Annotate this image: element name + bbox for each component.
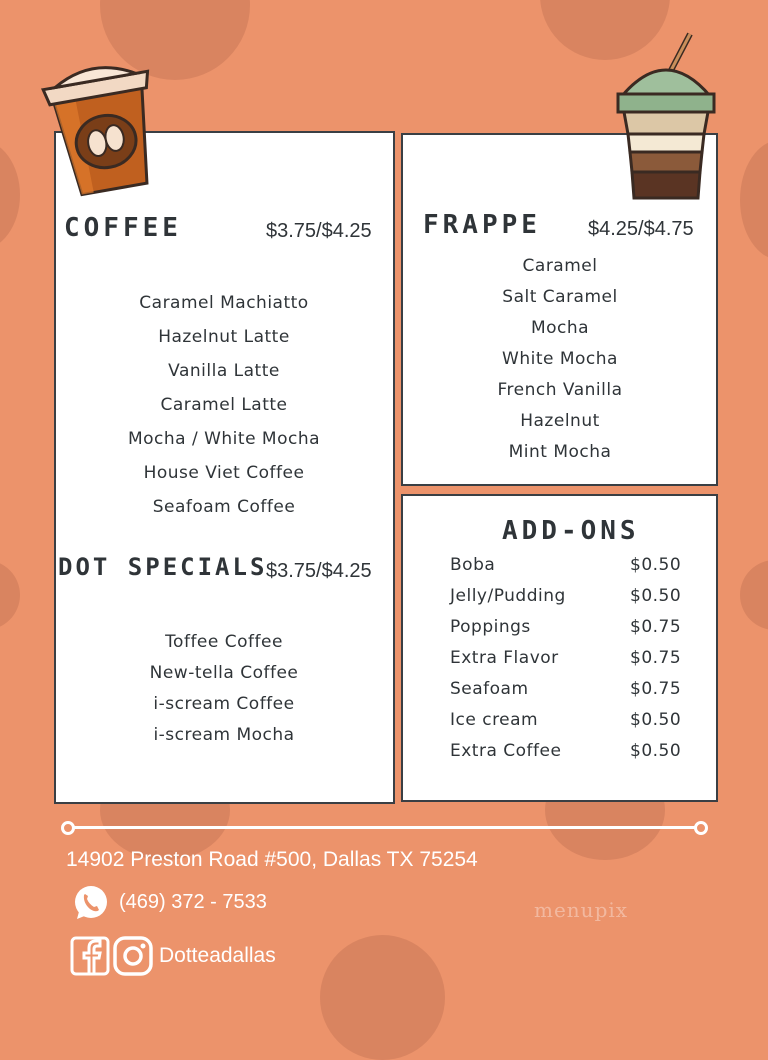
addon-row (450, 555, 690, 586)
coffee-price: $3.75/$4.25 (266, 220, 372, 242)
addons-heading: ADD-ONS (502, 516, 640, 546)
menu-item: Caramel (522, 256, 598, 276)
background-dot (0, 140, 20, 250)
specials-heading: DOT SPECIALS (58, 553, 268, 581)
menupix-watermark: menupix (534, 898, 629, 922)
menu-item: Vanilla Latte (168, 361, 280, 381)
menu-item: Caramel Latte (160, 395, 288, 415)
menu-item: Mint Mocha (508, 442, 612, 462)
menu-item: Salt Caramel (502, 287, 618, 307)
menu-item: House Viet Coffee (143, 463, 305, 483)
frappe-heading: FRAPPE (423, 210, 541, 240)
coffee-heading: COFFEE (64, 213, 182, 243)
frappe-price: $4.25/$4.75 (588, 218, 694, 240)
addon-price: $0.75 (630, 617, 682, 637)
menu-item: Toffee Coffee (165, 632, 283, 652)
addon-name: Extra Coffee (450, 741, 562, 761)
addon-name: Poppings (450, 617, 531, 637)
facebook-icon[interactable] (70, 936, 110, 976)
menu-item: Hazelnut Latte (158, 327, 290, 347)
addon-name: Jelly/Pudding (450, 586, 566, 606)
footer-divider (74, 826, 696, 829)
menu-item: Mocha / White Mocha (127, 429, 321, 449)
coffee-cup-icon (40, 50, 165, 198)
addon-price: $0.50 (630, 710, 682, 730)
addon-row (450, 679, 690, 710)
specials-price: $3.75/$4.25 (266, 560, 372, 582)
frappe-cup-icon (606, 30, 726, 205)
menu-item: French Vanilla (497, 380, 623, 400)
addon-row (450, 741, 690, 772)
addon-price: $0.75 (630, 648, 682, 668)
menu-item: New-tella Coffee (149, 663, 299, 683)
phone-number[interactable]: (469) 372 - 7533 (119, 891, 267, 913)
addon-row (450, 617, 690, 648)
addon-name: Ice cream (450, 710, 539, 730)
address: 14902 Preston Road #500, Dallas TX 75254 (66, 848, 478, 871)
footer-divider-right-dot (694, 821, 708, 835)
background-dot (320, 935, 445, 1060)
menu-item: Caramel Machiatto (139, 293, 309, 313)
specials-list (104, 632, 344, 756)
addon-row (450, 648, 690, 679)
footer-divider-left-dot (61, 821, 75, 835)
background-dot (740, 140, 768, 260)
background-dot (740, 560, 768, 630)
frappe-list (440, 256, 680, 473)
addon-price: $0.50 (630, 555, 682, 575)
menu-item: i-scream Coffee (153, 694, 295, 714)
addon-price: $0.75 (630, 679, 682, 699)
background-dot (0, 560, 20, 630)
social-handle[interactable]: Dotteadallas (159, 944, 276, 967)
menu-item: i-scream Mocha (153, 725, 295, 745)
addon-price: $0.50 (630, 586, 682, 606)
addons-list (450, 555, 690, 772)
addon-row (450, 586, 690, 617)
menu-item: Seafoam Coffee (152, 497, 296, 517)
addon-name: Boba (450, 555, 496, 575)
coffee-list (104, 293, 344, 531)
addon-price: $0.50 (630, 741, 682, 761)
menu-item: Hazelnut (520, 411, 600, 431)
whatsapp-icon[interactable] (71, 883, 111, 923)
instagram-icon[interactable] (113, 936, 153, 976)
menu-item: White Mocha (502, 349, 618, 369)
addon-name: Seafoam (450, 679, 529, 699)
addon-row (450, 710, 690, 741)
menu-item: Mocha (530, 318, 590, 338)
addon-name: Extra Flavor (450, 648, 559, 668)
